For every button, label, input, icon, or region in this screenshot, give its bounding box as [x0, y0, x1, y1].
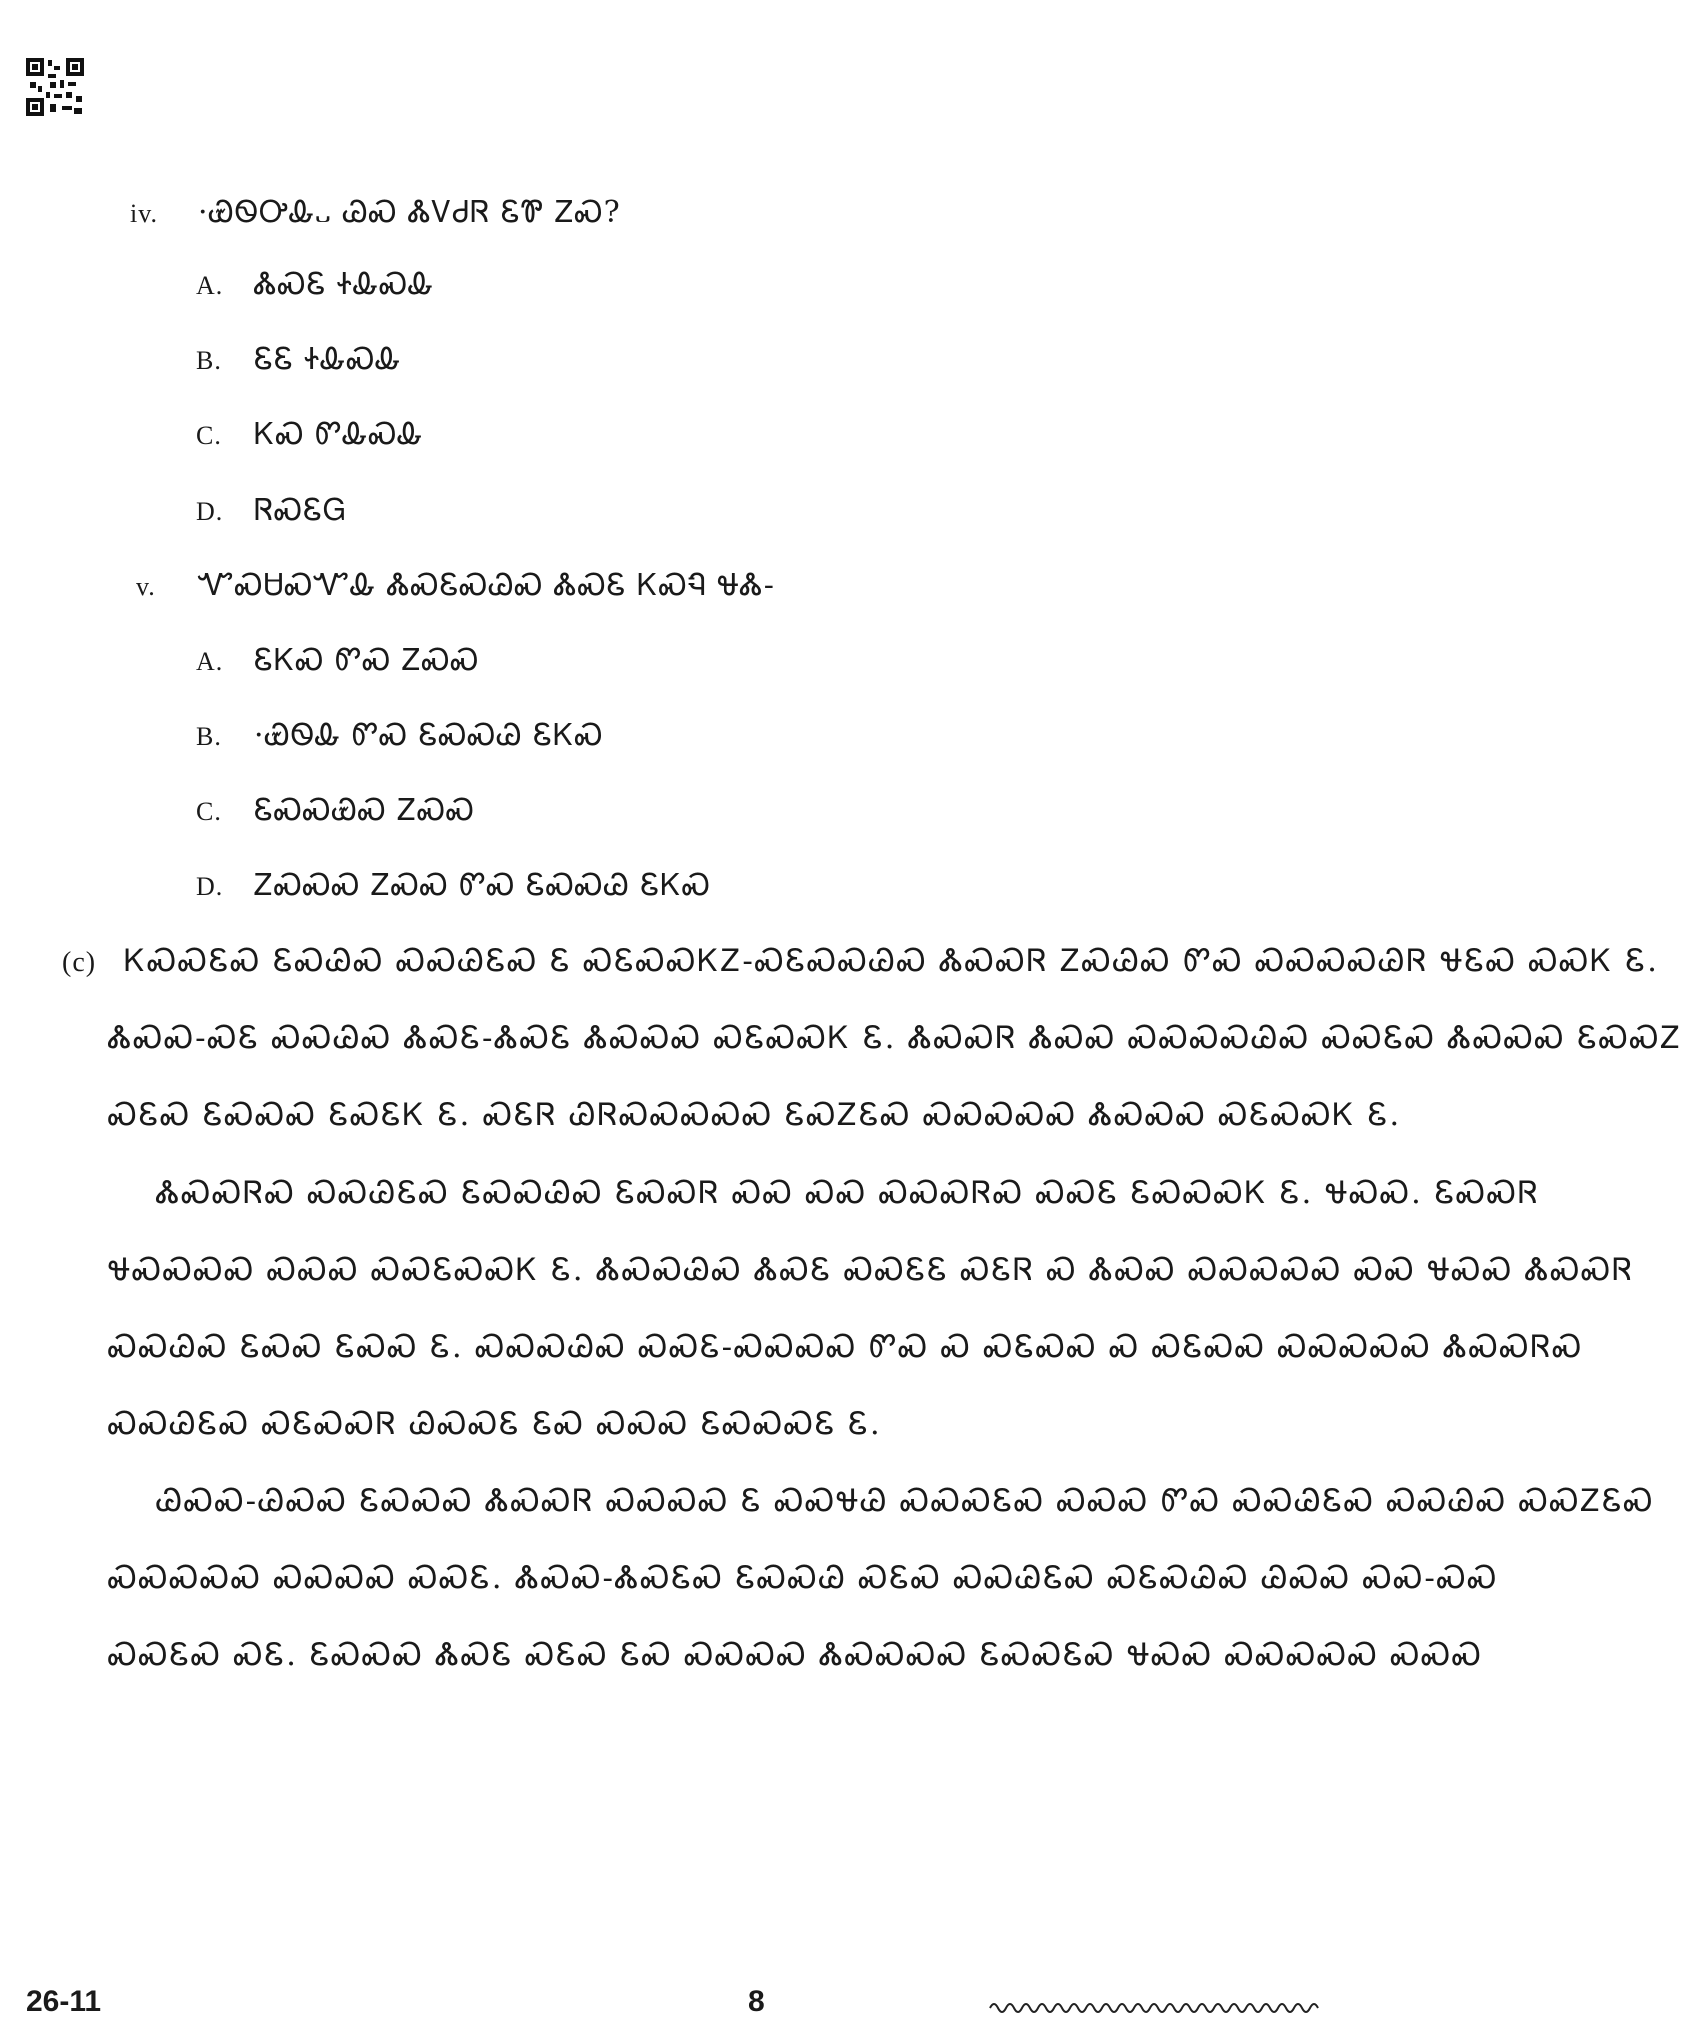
section-c-line: ᏍᏋᏍ ᏋᏍᏍᏍ ᏋᏍᏋᏦ Ꮛ. ᏍᏋᏒ ᏊᏒᏍᏍᏍᏍᏍ ᏋᏍᏃᏋᏍ ᏍᏍᏍᏍᏍ ᏜᏍᏍᏍ ᏍᏋᏍᏍᏦ Ꮛ. [108, 1097, 1402, 1133]
option-text: ᏋᏋ ᏐᎲᏍᎲ [254, 342, 402, 377]
section-c-para3-line: ᏊᏍᏍ-ᏊᏍᏍ ᏋᏍᏍᏍ ᏜᏍᏍᏒ ᏍᏍᏍᏍ Ꮛ ᏍᏍᏠᏊ ᏍᏍᏍᏋᏍ ᏍᏍᏍ ᏛᏍ ᏍᏍᏊᏋᏍ ᏍᏍᏊᏍ ᏍᏍᏃᏋᏍ [156, 1483, 1655, 1519]
question-iv [130, 192, 621, 232]
option-letter: C. [196, 421, 222, 450]
option-letter: A. [196, 271, 224, 300]
section-c-line: ᏦᏍᏍᏋᏍ ᏋᏍᏊᏍ ᏍᏍᏊᏋᏍ Ꮛ ᏍᏋᏍᏍᏦᏃ-ᏍᏋᏍᏍᏊᏍ ᏜᏍᏍᏒ ᏃᏍᏊᏍ ᏛᏍ ᏍᏍᏍᏍᏊᏒ ᏠᏋᏍ ᏍᏍᏦ Ꮛ. [124, 943, 1659, 979]
question-text: ·ᏯᏫᎤᎲ᎑ ᏊᏍ ᏜᏙᏧᏒ ᏋᏈ ᏃᏍ? [198, 195, 621, 230]
question-v [136, 568, 775, 603]
option-text: ·ᏯᏫᎲ ᏛᏍ ᏋᏍᏍᏊ ᏋᏦᏍ [254, 718, 604, 753]
option-v-d [196, 868, 711, 903]
option-letter: B. [196, 722, 222, 751]
section-c-line: ᏜᏍᏍ-ᏍᏋ ᏍᏍᏊᏍ ᏜᏍᏋ-ᏜᏍᏋ ᏜᏍᏍᏍ ᏍᏋᏍᏍᏦ Ꮛ. ᏜᏍᏍᏒ ᏜᏍᏍ ᏍᏍᏍᏍᏊᏍ ᏍᏍᏋᏍ ᏜᏍᏍᏍ ᏋᏍᏍᏃ [108, 1020, 1682, 1056]
section-c-label: (c) [62, 947, 97, 978]
option-letter: B. [196, 346, 222, 375]
option-text: ᏃᏍᏍᏍ ᏃᏍᏍ ᏛᏍ ᏋᏍᏍᏊ ᏋᏦᏍ [254, 868, 711, 903]
question-text: ᏉᏍᏌᏍᏉᎲ ᏜᏍᏋᏍᏊᏍ ᏜᏍᏋ ᏦᏍᏄ ᏠᏜ- [198, 568, 775, 603]
option-text: ᏜᏍᏋ ᏐᎲᏍᎲ [254, 267, 435, 302]
option-letter: D. [196, 497, 224, 526]
option-text: ᏋᏍᏍᏯᏍ ᏃᏍᏍ [254, 793, 475, 828]
section-c-para3-line: ᏍᏍᏍᏍᏍ ᏍᏍᏍᏍ ᏍᏍᏋ. ᏜᏍᏍ-ᏜᏍᏋᏍ ᏋᏍᏍᏊ ᏍᏋᏍ ᏍᏍᏊᏋᏍ ᏍᏋᏍᏊᏍ ᏊᏍᏍ ᏍᏍ-ᏍᏍ [108, 1560, 1499, 1596]
option-v-c [196, 793, 475, 828]
option-letter: C. [196, 797, 222, 826]
option-iv-a [196, 267, 434, 302]
question-number: v. [136, 572, 156, 601]
section-c-para3-line: ᏍᏍᏋᏍ ᏍᏋ. ᏋᏍᏍᏍ ᏜᏍᏋ ᏍᏋᏍ ᏋᏍ ᏍᏍᏍᏍ ᏜᏍᏍᏍᏍ ᏋᏍᏍᏋᏍ ᏠᏍᏍ ᏍᏍᏍᏍᏍ ᏍᏍᏍ [108, 1637, 1483, 1673]
section-c-para2-line: ᏜᏍᏍᏒᏍ ᏍᏍᏊᏋᏍ ᏋᏍᏍᏊᏍ ᏋᏍᏍᏒ ᏍᏍ ᏍᏍ ᏍᏍᏍᏒᏍ ᏍᏍᏋ ᏋᏍᏍᏍᏦ Ꮛ. ᏠᏍᏍ. ᏋᏍᏍᏒ [156, 1175, 1540, 1211]
section-c-para2-line: ᏠᏍᏍᏍᏍ ᏍᏍᏍ ᏍᏍᏋᏍᏍᏦ Ꮛ. ᏜᏍᏍᏊᏍ ᏜᏍᏋ ᏍᏍᏋᏋ ᏍᏋᏒ Ꮝ ᏜᏍᏍ ᏍᏍᏍᏍᏍ ᏍᏍ ᏠᏍᏍ ᏜᏍᏍᏒ [108, 1252, 1635, 1288]
option-text: ᏋᏦᏍ ᏛᏍ ᏃᏍᏍ [254, 643, 480, 678]
option-letter: A. [196, 647, 224, 676]
option-v-a [196, 643, 479, 678]
option-iv-d [196, 493, 347, 528]
section-c-para2-line: ᏍᏍᏊᏋᏍ ᏍᏋᏍᏍᏒ ᏊᏍᏍᏋ ᏋᏍ ᏍᏍᏍ ᏋᏍᏍᏍᏋ Ꮛ. [108, 1406, 882, 1442]
question-number: iv. [130, 199, 159, 228]
option-letter: D. [196, 872, 224, 901]
page-number: 8 [748, 1985, 765, 2018]
decorative-wave-line [990, 1998, 1320, 2018]
option-iv-c [196, 417, 424, 452]
option-iv-b [196, 342, 402, 377]
qr-code [26, 58, 84, 116]
option-v-b [196, 718, 604, 753]
option-text: ᏦᏍ ᏛᎲᏍᎲ [254, 417, 424, 452]
option-text: ᏒᏍᏋᏀ [254, 493, 347, 528]
section-c-para2-line: ᏍᏍᏊᏍ ᏋᏍᏍ ᏋᏍᏍ Ꮛ. ᏍᏍᏍᏊᏍ ᏍᏍᏋ-ᏍᏍᏍᏍ ᏛᏍ Ꮝ ᏍᏋᏍᏍ Ꮝ ᏍᏋᏍᏍ ᏍᏍᏍᏍᏍ ᏜᏍᏍᏒᏍ [108, 1329, 1584, 1365]
page-code: 26-11 [26, 1985, 102, 2018]
